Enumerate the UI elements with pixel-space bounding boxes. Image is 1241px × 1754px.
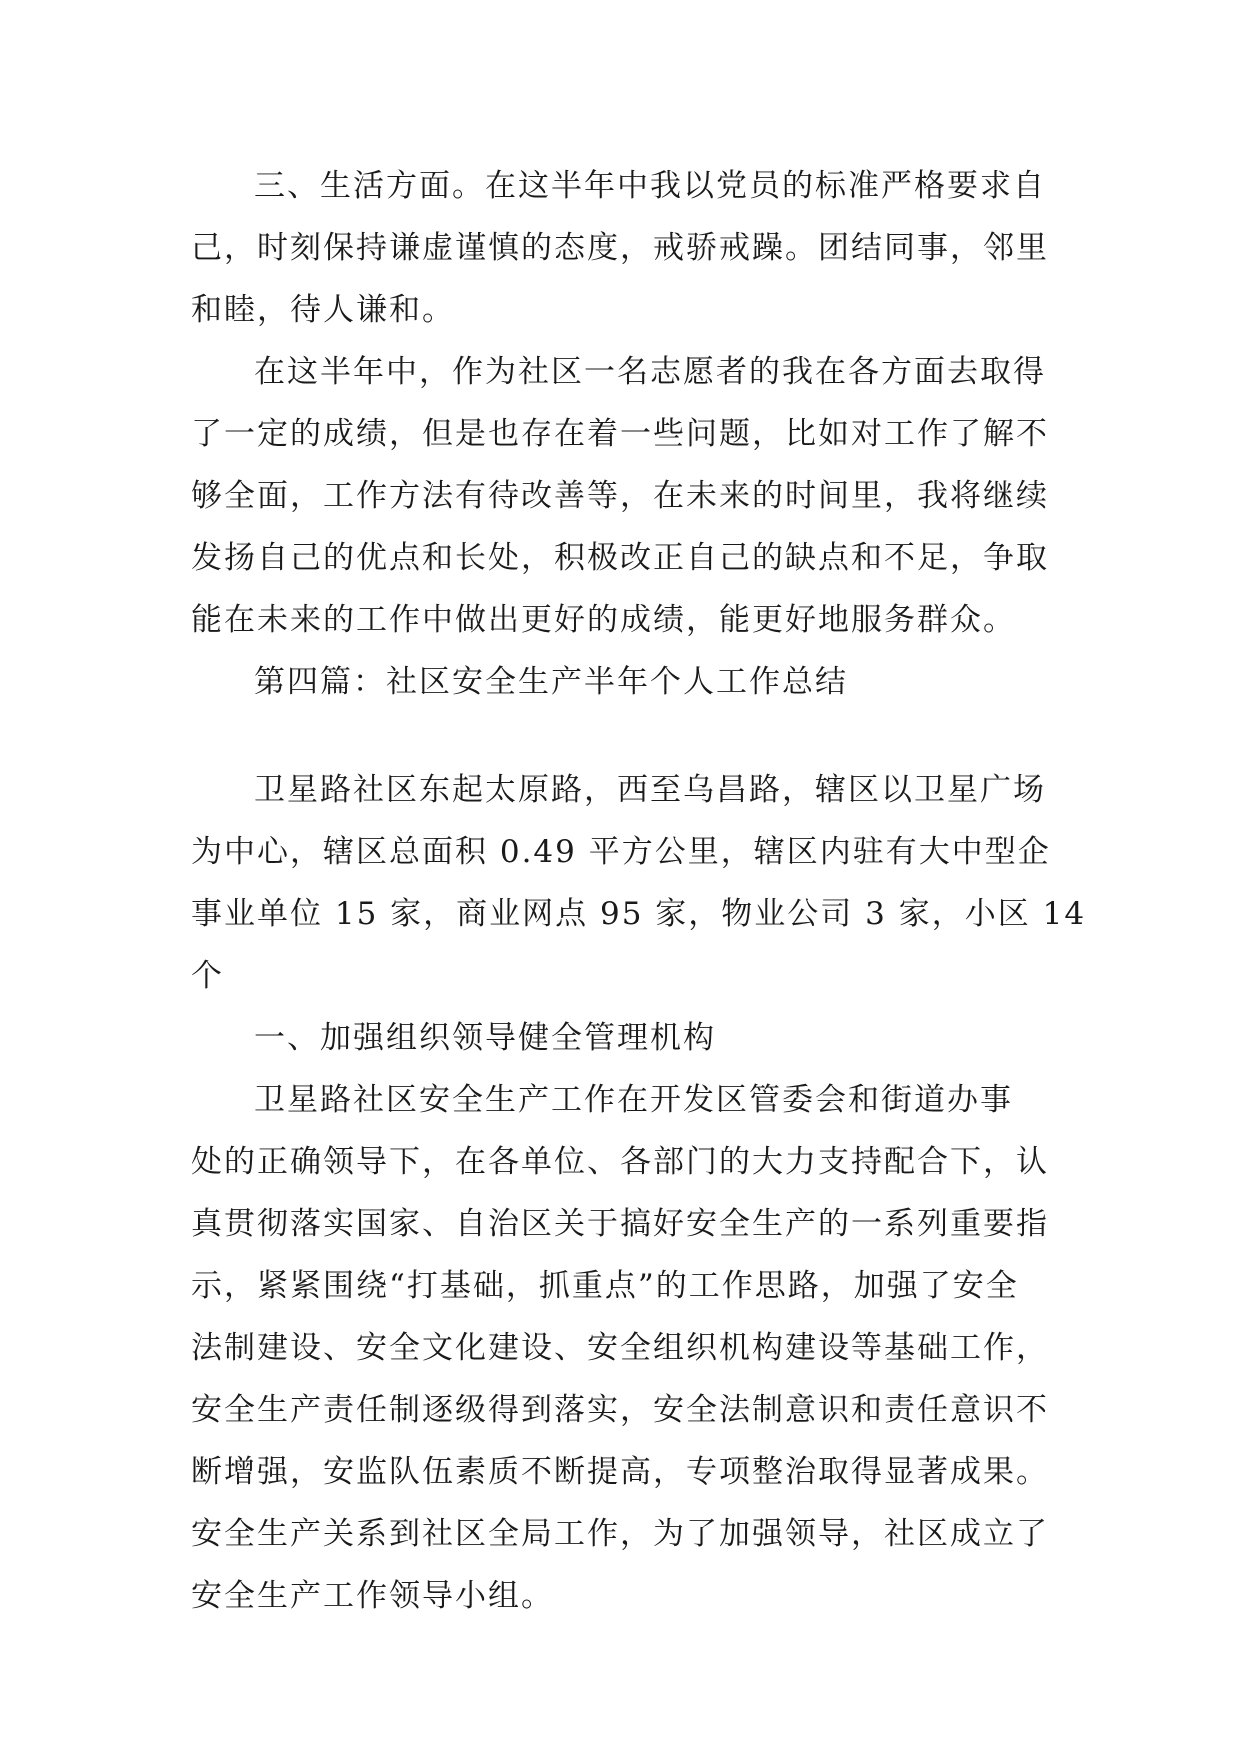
paragraph-line: 安全生产工作领导小组。 — [191, 1578, 554, 1614]
paragraph-line: 和睦，待人谦和。 — [191, 292, 455, 328]
paragraph-line: 示，紧紧围绕“打基础，抓重点”的工作思路，加强了安全 — [191, 1268, 1019, 1304]
paragraph-line: 在这半年中，作为社区一名志愿者的我在各方面去取得 — [254, 354, 1046, 390]
paragraph-line: 卫星路社区安全生产工作在开发区管委会和街道办事 — [254, 1082, 1013, 1118]
paragraph-line: 己，时刻保持谦虚谨慎的态度，戒骄戒躁。团结同事，邻里 — [191, 230, 1049, 266]
paragraph-line: 处的正确领导下，在各单位、各部门的大力支持配合下，认 — [191, 1144, 1049, 1180]
paragraph-line: 三、生活方面。在这半年中我以党员的标准严格要求自 — [254, 168, 1046, 204]
section-title: 第四篇：社区安全生产半年个人工作总结 — [254, 664, 848, 700]
paragraph-line: 了一定的成绩，但是也存在着一些问题，比如对工作了解不 — [191, 416, 1049, 452]
paragraph-line: 事业单位 15 家，商业网点 95 家，物业公司 3 家，小区 14 — [191, 896, 1087, 932]
paragraph-line: 能在未来的工作中做出更好的成绩，能更好地服务群众。 — [191, 602, 1016, 638]
paragraph-line: 个 — [191, 958, 224, 994]
paragraph-line: 卫星路社区东起太原路，西至乌昌路，辖区以卫星广场 — [254, 772, 1046, 808]
paragraph-line: 法制建设、安全文化建设、安全组织机构建设等基础工作， — [191, 1330, 1049, 1366]
paragraph-line: 真贯彻落实国家、自治区关于搞好安全生产的一系列重要指 — [191, 1206, 1049, 1242]
paragraph-line: 发扬自己的优点和长处，积极改正自己的缺点和不足，争取 — [191, 540, 1049, 576]
paragraph-line: 断增强，安监队伍素质不断提高，专项整治取得显著成果。 — [191, 1454, 1049, 1490]
paragraph-line: 安全生产责任制逐级得到落实，安全法制意识和责任意识不 — [191, 1392, 1049, 1428]
paragraph-line: 为中心，辖区总面积 0.49 平方公里，辖区内驻有大中型企 — [191, 834, 1051, 870]
paragraph-line: 安全生产关系到社区全局工作，为了加强领导，社区成立了 — [191, 1516, 1049, 1552]
paragraph-line: 够全面，工作方法有待改善等，在未来的时间里，我将继续 — [191, 478, 1049, 514]
section-heading: 一、加强组织领导健全管理机构 — [254, 1020, 716, 1056]
